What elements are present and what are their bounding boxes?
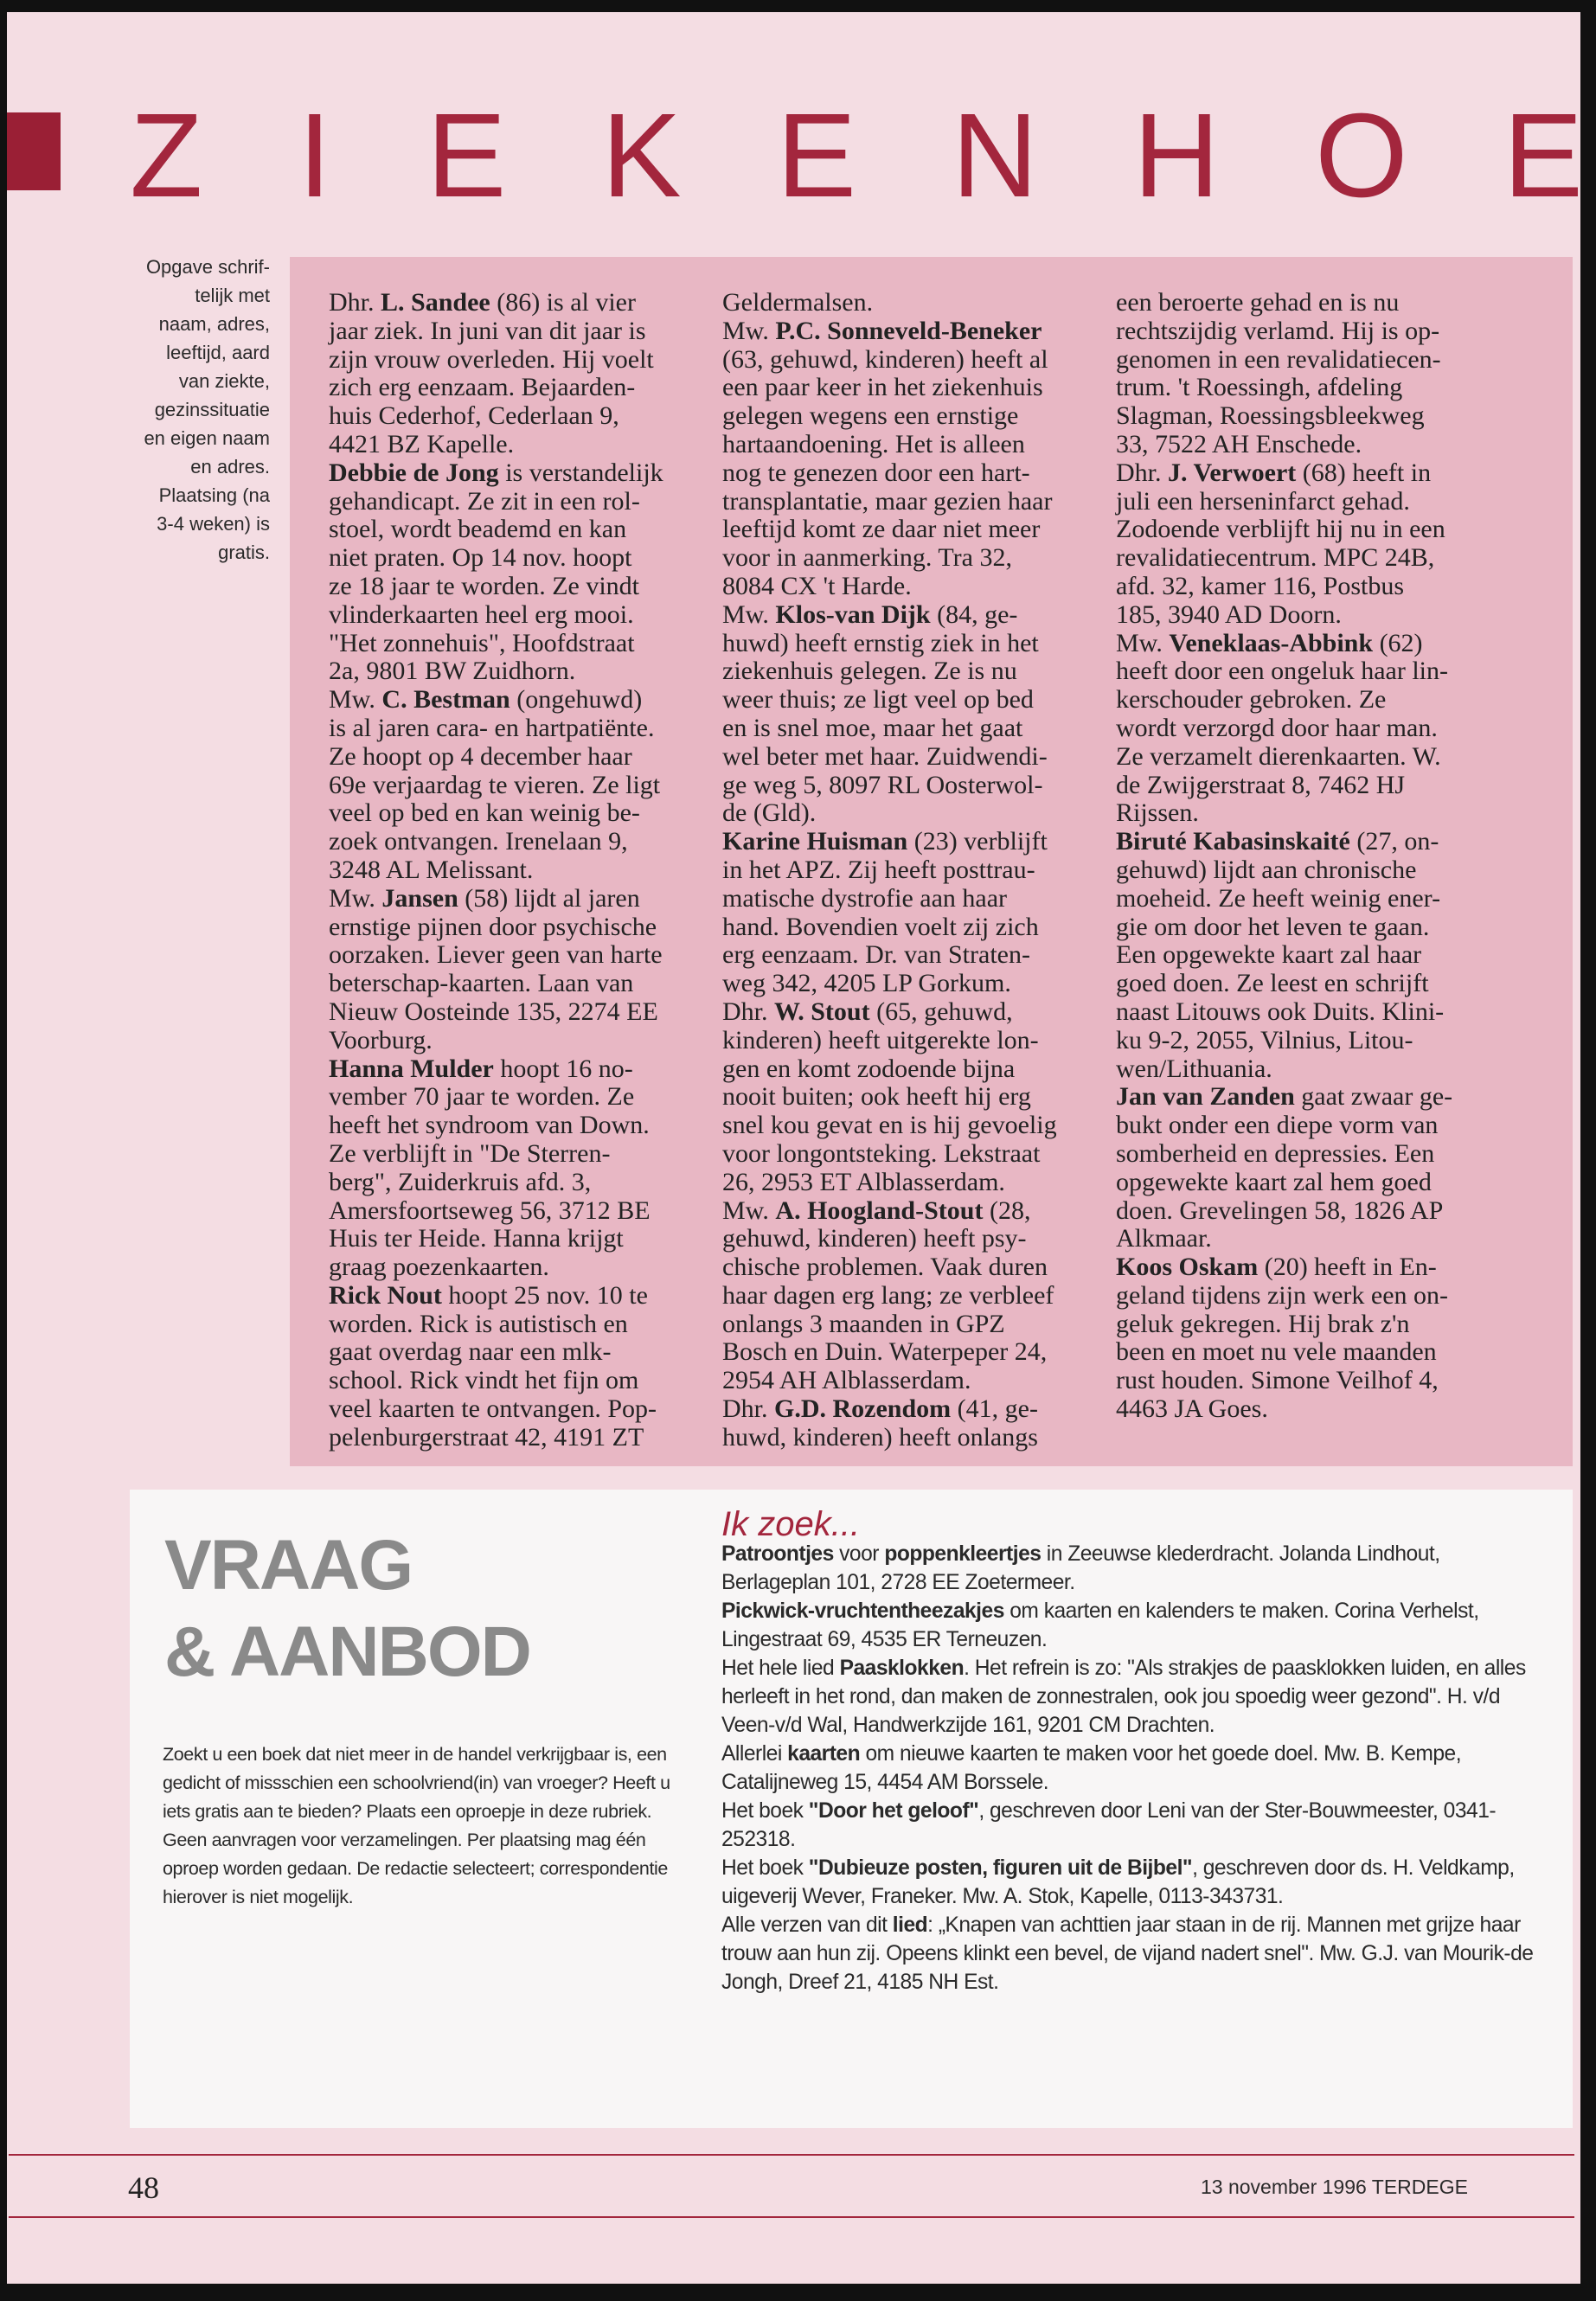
announcements-column-3 — [1116, 289, 1488, 1424]
announcement-entry — [722, 828, 1094, 998]
ik-zoek-item — [721, 1597, 1552, 1654]
entry-person-name: Debbie de Jong — [329, 458, 499, 487]
ik-zoek-item-highlight: kaarten — [787, 1742, 861, 1766]
ik-zoek-item-highlight: "Door het geloof" — [808, 1799, 979, 1823]
title-letter: N — [952, 88, 1038, 222]
ik-zoek-item-highlight: Patroontjes — [721, 1542, 834, 1566]
announcement-entry — [722, 1197, 1094, 1396]
ik-zoek-title: Ik zoek... — [721, 1505, 861, 1543]
entry-prefix: Geldermalsen. — [722, 288, 874, 317]
ik-zoek-item — [721, 1797, 1552, 1854]
announcement-entry — [329, 1055, 701, 1282]
ik-zoek-item-text: Alle verzen van dit — [721, 1913, 893, 1937]
ik-zoek-item-text: : „Knapen van achttien jaar staan in de rij. Mannen met grijze haar trouw aan hun zij. Opeens klinkt een bevel, de vijand nadert snel". Mw. G.J. van Mourik-de Jongh, Dreef 21, 4185 NH Est. — [721, 1913, 1534, 1994]
entry-person-name: C. Bestman — [381, 685, 510, 715]
announcement-entry — [1116, 1253, 1488, 1424]
entry-prefix: Mw. — [1116, 628, 1170, 657]
title-letter: E — [1503, 88, 1583, 222]
announcement-entry — [1116, 1083, 1488, 1253]
entry-person-name: P.C. Sonneveld-Beneker — [775, 316, 1042, 345]
title-letter: K — [601, 88, 682, 222]
entry-text: is verstandelijk gehandicapt. Ze zit in een rol- stoel, wordt beademd en kan niet praten. Op 14 nov. hoopt ze 18 jaar te worden. Ze vindt vlinderkaarten heel erg mooi. "Het zonnehuis", Hoofdstraat 2a, 9801 BW Zuidhorn. — [329, 458, 663, 686]
submission-note: Opgave schrif- telijk met naam, adres, leeftijd, aard van ziekte, gezinssituatie en eigen naam en adres. Plaatsing (na 3-4 weken) is gratis. — [144, 256, 270, 563]
entry-prefix: Dhr. — [722, 997, 774, 1026]
entry-prefix: Dhr. — [329, 288, 381, 317]
entry-text: (ongehuwd) is al jaren cara- en hartpatiënte. Ze hoopt op 4 december haar 69e verjaardag te vieren. Ze ligt veel op bed en kan weinig be- zoek ontvangen. Irenelaan 9, 3248 AL Melissant. — [329, 685, 661, 884]
entry-person-name: A. Hoogland-Stout — [775, 1195, 984, 1225]
entry-text: (86) is al vier jaar ziek. In juni van dit jaar is zijn vrouw overleden. Hij voelt zich erg eenzaam. Bejaarden- huis Cederhof, Cederlaan 9, 4421 BZ Kapelle. — [329, 288, 654, 458]
announcement-entry — [1116, 289, 1488, 459]
entry-text: (27, on- gehuwd) lijdt aan chronische moeheid. Ze heeft weinig ener- gie om door het leven te gaan. Een opgewekte kaart zal haar goed doen. Ze leest en schrijft naast Litouws ook Duits. Klini- ku 9-2, 2055, Vilnius, Litou- wen/Lithuania. — [1116, 827, 1445, 1083]
ik-zoek-list — [721, 1540, 1552, 1997]
entry-prefix: Mw. — [722, 599, 776, 629]
entry-person-name: J. Verwoert — [1168, 458, 1297, 487]
entry-prefix: Dhr. — [1116, 458, 1168, 487]
vraag-aanbod-intro: Zoekt u een boek dat niet meer in de handel verkrijgbaar is, een gedicht of missschien een schoolvriend(in) van vroeger? Heeft u iets gratis aan te bieden? Plaats een oproepje in deze rubriek. Geen aanvragen voor verzamelingen. Per plaatsing mag één oproep worden gedaan. De redactie selecteert; correspondentie hierover is niet mogelijk. — [163, 1744, 670, 1907]
entry-person-name: Biruté Kabasinskaité — [1116, 827, 1350, 856]
announcement-entry — [722, 998, 1094, 1197]
announcement-entry — [722, 601, 1094, 828]
entry-text: hoopt 25 nov. 10 te worden. Rick is autistisch en gaat overdag naar een mlk- school. Rick vindt het fijn om veel kaarten te ontvangen. Pop- pelenburgerstraat 42, 4191 ZT — [329, 1280, 657, 1452]
vraag-aanbod-title — [164, 1522, 649, 1695]
announcement-entry — [722, 317, 1094, 601]
announcement-entry — [1116, 828, 1488, 1083]
ik-zoek-item-text: , geschreven door ds. H. Veldkamp, uigeverij Wever, Franeker. Mw. A. Stok, Kapelle, 0113-343731. — [721, 1856, 1515, 1908]
entry-person-name: Hanna Mulder — [329, 1054, 494, 1083]
announcement-entry — [329, 289, 701, 459]
page-number: 48 — [128, 2170, 159, 2205]
entry-text: (41, ge- huwd, kinderen) heeft onlangs — [722, 1394, 1038, 1452]
ik-zoek-item-highlight: "Dubieuze posten, figuren uit de Bijbel" — [808, 1856, 1193, 1880]
ik-zoek-item-text: . Het refrein is zo: "Als strakjes de paasklokken luiden, en alles herleeft in het rond, dan maken de zonnestralen, ook jou spoedig weer gezond". H. v/d Veen-v/d Wal, Handwerkzijde 161, 9201 CM Drachten. — [721, 1657, 1526, 1737]
title-letter: O — [1315, 88, 1408, 222]
entry-person-name: L. Sandee — [381, 288, 490, 317]
ik-zoek-item-text: om nieuwe kaarten te maken voor het goede doel. Mw. B. Kempe, Catalijneweg 15, 4454 AM Borssele. — [721, 1742, 1462, 1794]
announcement-entry — [329, 459, 701, 686]
ik-zoek-item-text: Allerlei — [721, 1742, 788, 1766]
entry-prefix: een beroerte gehad en is nu rechtszijdig verlamd. Hij is op- genomen in een revalidatiecen- trum. 't Roessingh, afdeling Slagman, Roessingsbleekweg 33, 7522 AH Enschede. — [1116, 288, 1441, 458]
entry-prefix: Mw. — [329, 883, 382, 913]
announcement-entry — [329, 1282, 701, 1452]
entry-prefix: Mw. — [329, 685, 382, 715]
entry-person-name: Veneklaas-Abbink — [1169, 628, 1374, 657]
title-letter: H — [1133, 88, 1220, 222]
entry-text: (23) verblijft in het APZ. Zij heeft posttrau- matische dystrofie aan haar hand. Bovendien voelt zij zich erg eenzaam. Dr. van Straten- weg 342, 4205 LP Gorkum. — [722, 827, 1048, 998]
entry-text: (65, gehuwd, kinderen) heeft uitgerekte lon- gen en komt zodoende bijna nooit buiten; ook heeft hij erg snel kou gevat en is hij gevoelig voor longontsteking. Lekstraat 26, 2953 ET Alblasserdam. — [722, 997, 1057, 1196]
ik-zoek-item-text: Het boek — [721, 1799, 809, 1823]
announcement-entry — [722, 289, 1094, 317]
ik-zoek-item-text: , geschreven door Leni van der Ster-Bouwmeester, 0341-252318. — [721, 1799, 1497, 1851]
entry-person-name: W. Stout — [774, 997, 870, 1026]
announcement-entry — [1116, 459, 1488, 630]
scan-border-top — [0, 0, 1596, 12]
entry-text: gaat zwaar ge- bukt onder een diepe vorm van somberheid en depressies. Een opgewekte kaart zal hem goed doen. Grevelingen 58, 1826 AP Alkmaar. — [1116, 1082, 1453, 1253]
ik-zoek-item-text: in Zeeuwse klederdracht. Jolanda Lindhout, Berlageplan 101, 2728 EE Zoetermeer. — [721, 1542, 1440, 1594]
title-letter: E — [426, 88, 507, 222]
footer-date-source: 13 november 1996 TERDEGE — [1201, 2176, 1468, 2198]
entry-prefix: Dhr. — [722, 1394, 774, 1424]
vraag-aanbod-title-line2: & AANBOD — [164, 1612, 530, 1691]
entry-person-name: Jan van Zanden — [1116, 1082, 1295, 1112]
entry-person-name: Rick Nout — [329, 1280, 442, 1310]
ik-zoek-item — [721, 1740, 1552, 1797]
entry-prefix: Mw. — [722, 316, 776, 345]
ik-zoek-item-highlight: lied — [892, 1913, 928, 1937]
footer-rule-top — [9, 2154, 1574, 2156]
scan-border-right — [1580, 0, 1596, 2301]
announcement-entry — [329, 885, 701, 1055]
entry-person-name: G.D. Rozendom — [774, 1394, 952, 1424]
ik-zoek-item-highlight: Pickwick-vruchtentheezakjes — [721, 1599, 1004, 1623]
ik-zoek-item-text: om kaarten en kalenders te maken. Corina Verhelst, Lingestraat 69, 4535 ER Terneuzen. — [721, 1599, 1479, 1651]
entry-text: (28, gehuwd, kinderen) heeft psy- chische problemen. Vaak duren haar dagen erg lang; ze verbleef onlangs 3 maanden in GPZ Bosch en Duin. Waterpeper 24, 2954 AH Alblasserdam. — [722, 1195, 1054, 1395]
entry-text: hoopt 16 no- vember 70 jaar te worden. Ze heeft het syndroom van Down. Ze verblijft in "De Sterren- berg", Zuiderkruis afd. 3, Amersfoortseweg 56, 3712 BE Huis ter Heide. Hanna krijgt graag poezenkaarten. — [329, 1054, 651, 1282]
section-title — [130, 88, 1583, 222]
entry-text: (62) heeft door een ongeluk haar lin- kerschouder gebroken. Ze wordt verzorgd door haar man. Ze verzamelt dierenkaarten. W. de Zwijgerstraat 8, 7462 HJ Rijssen. — [1116, 628, 1449, 828]
ik-zoek-item — [721, 1854, 1552, 1911]
ik-zoek-item-highlight: Paasklokken — [839, 1657, 965, 1680]
vraag-aanbod-title-line1: VRAAG — [164, 1526, 413, 1605]
entry-text: (20) heeft in En- geland tijdens zijn werk een on- geluk gekregen. Hij brak z'n been en moet nu vele maanden rust houden. Simone Veilhof 4, 4463 JA Goes. — [1116, 1253, 1449, 1424]
entry-text: (68) heeft in juli een herseninfarct gehad. Zodoende verblijft hij nu in een revalidatiecentrum. MPC 24B, afd. 32, kamer 116, Postbus 185, 3940 AD Doorn. — [1116, 458, 1445, 629]
title-letter: I — [298, 88, 331, 222]
entry-person-name: Koos Oskam — [1116, 1253, 1259, 1282]
ik-zoek-item-text: voor — [833, 1542, 885, 1566]
entry-person-name: Jansen — [381, 883, 458, 913]
ik-zoek-item-text: Het boek — [721, 1856, 809, 1880]
ik-zoek-item — [721, 1654, 1552, 1740]
entry-text: (84, ge- huwd) heeft ernstig ziek in het ziekenhuis gelegen. Ze is nu weer thuis; ze ligt veel op bed en is snel moe, maar het gaat wel beter met haar. Zuidwendi- ge weg 5, 8097 RL Oosterwol- de (Gld). — [722, 599, 1048, 828]
entry-prefix: Mw. — [722, 1195, 776, 1225]
entry-person-name: Karine Huisman — [722, 827, 908, 856]
scan-border-bottom — [0, 2284, 1596, 2301]
ik-zoek-item — [721, 1911, 1552, 1997]
announcements-column-1 — [329, 289, 701, 1452]
announcement-entry — [329, 686, 701, 885]
scan-border-left — [0, 0, 7, 2301]
announcement-entry — [722, 1395, 1094, 1452]
title-letter: E — [776, 88, 856, 222]
title-letter: Z — [130, 88, 203, 222]
footer-rule-bottom — [9, 2216, 1574, 2218]
title-accent-block — [7, 112, 61, 190]
entry-person-name: Klos-van Dijk — [775, 599, 931, 629]
ik-zoek-item-text: Het hele lied — [721, 1657, 840, 1680]
entry-text: (58) lijdt al jaren ernstige pijnen door psychische oorzaken. Liever geen van harte beterschap-kaarten. Laan van Nieuw Oosteinde 135, 2274 EE Voorburg. — [329, 883, 663, 1054]
announcements-column-2 — [722, 289, 1094, 1452]
ik-zoek-item-highlight: poppenkleertjes — [884, 1542, 1042, 1566]
entry-text: (63, gehuwd, kinderen) heeft al een paar keer in het ziekenhuis gelegen wegens een ernstige hartaandoening. Het is alleen nog te genezen door een hart- transplantatie, maar gezien haar leeftijd komt ze daar niet meer voor in aanmerking. Tra 32, 8084 CX 't Harde. — [722, 344, 1053, 600]
ik-zoek-item — [721, 1540, 1552, 1597]
announcement-entry — [1116, 630, 1488, 829]
